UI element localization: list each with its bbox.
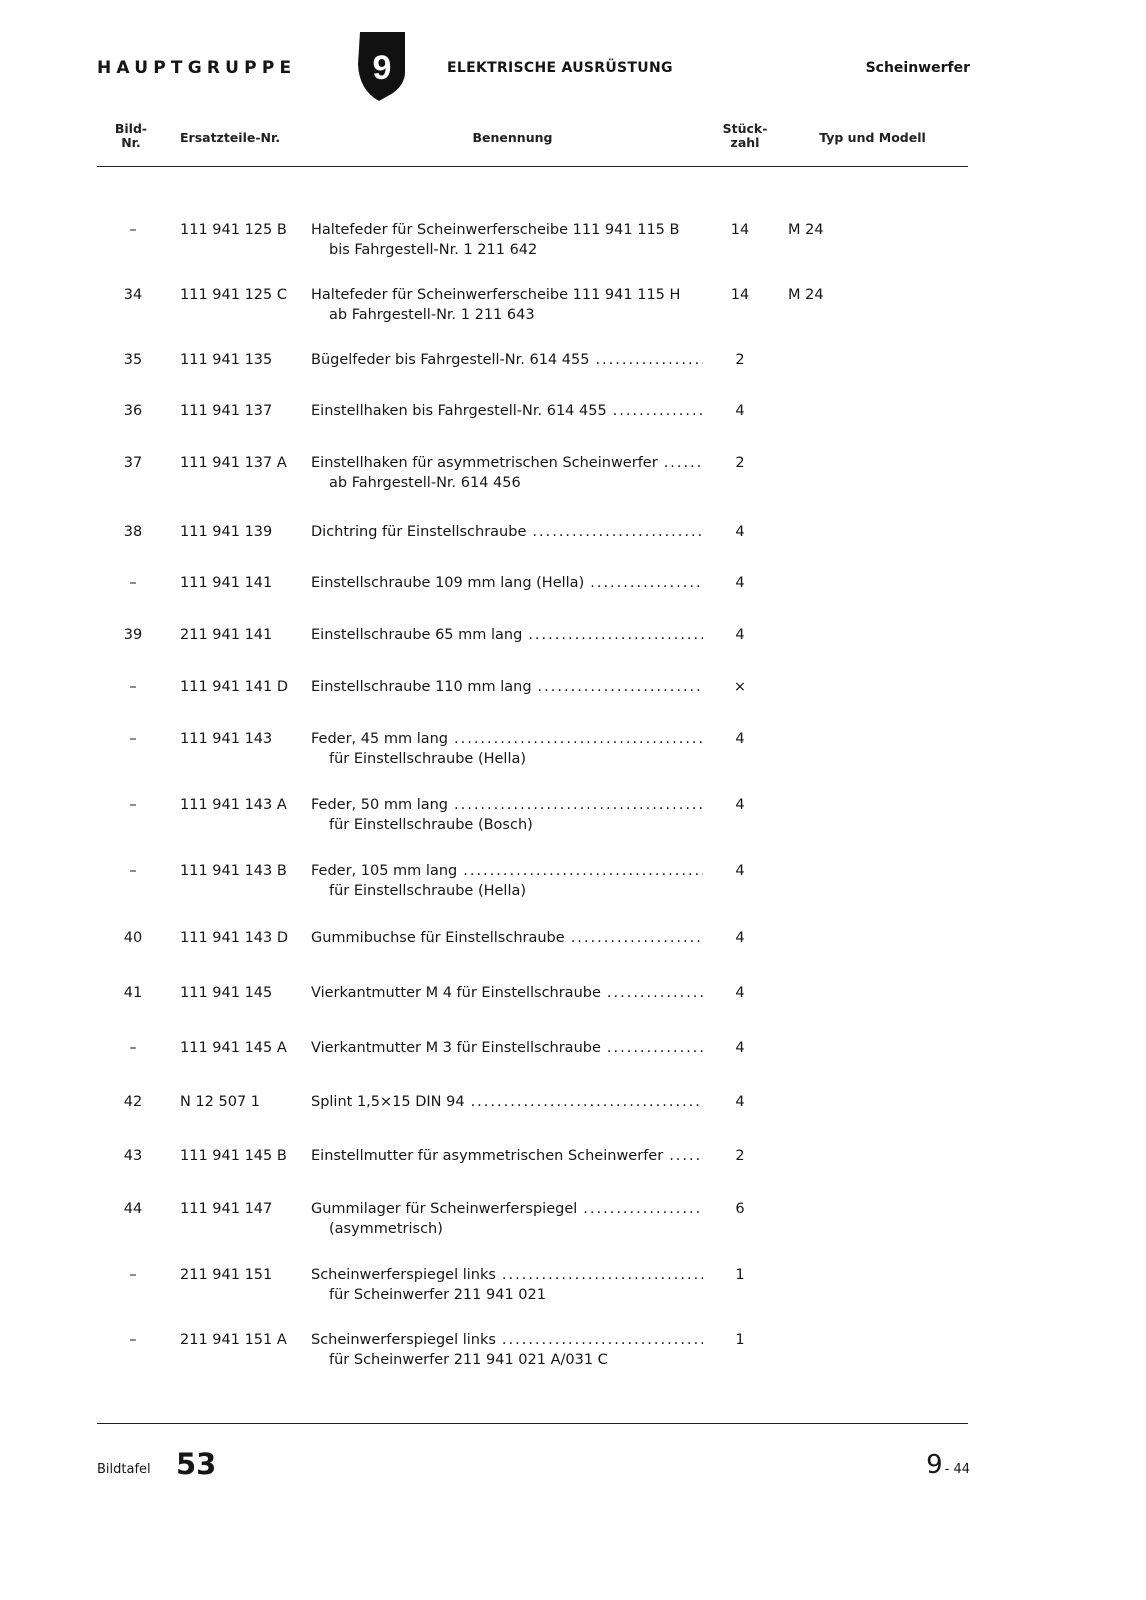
- description-line2: für Einstellschraube (Bosch): [329, 817, 533, 833]
- description: [311, 861, 703, 901]
- description: [311, 453, 703, 493]
- dot-leader: [538, 677, 703, 697]
- dot-leader: [607, 983, 703, 1003]
- quantity: 4: [735, 863, 745, 879]
- main-group-label: HAUPTGRUPPE: [97, 58, 297, 78]
- description: [311, 1330, 703, 1370]
- description: [311, 1038, 703, 1058]
- part-number: 211 941 151: [180, 1267, 273, 1283]
- model: M 24: [788, 222, 824, 238]
- quantity: 1: [735, 1267, 745, 1283]
- bild-number: 44: [123, 1201, 143, 1217]
- bild-number: –: [129, 863, 137, 879]
- part-number: 111 941 145: [180, 985, 273, 1001]
- part-number: 111 941 125 B: [180, 222, 287, 238]
- description: [311, 401, 703, 421]
- bildtafel-label: Bildtafel: [97, 1462, 151, 1477]
- column-header-bild-line1: Bild-: [114, 121, 148, 136]
- description-line2: für Einstellschraube (Hella): [329, 751, 527, 767]
- description-line1: [311, 795, 703, 815]
- bild-number: –: [129, 731, 137, 747]
- column-header-stueckzahl: [716, 122, 774, 150]
- model: M 24: [788, 287, 824, 303]
- section-title: ELEKTRISCHE AUSRÜSTUNG: [447, 60, 673, 76]
- description-line1: [311, 522, 703, 542]
- part-number: 111 941 137 A: [180, 455, 287, 471]
- part-number: 211 941 141: [180, 627, 273, 643]
- dot-leader: [669, 1146, 703, 1166]
- dot-leader: [454, 795, 703, 815]
- quantity: 2: [735, 455, 745, 471]
- description: [311, 983, 703, 1003]
- footer-divider: [97, 1423, 968, 1424]
- description-line1: [311, 573, 703, 593]
- description: [311, 573, 703, 593]
- description: [311, 677, 703, 697]
- part-number: 111 941 145 B: [180, 1148, 287, 1164]
- part-number: 111 941 145 A: [180, 1040, 287, 1056]
- description-line1: [311, 983, 703, 1003]
- quantity: 4: [735, 1094, 745, 1110]
- bild-number: –: [129, 575, 137, 591]
- description-text: Dichtring für Einstellschraube: [311, 524, 527, 540]
- dot-leader: [590, 573, 703, 593]
- description-text: Vierkantmutter M 4 für Einstellschraube: [311, 985, 601, 1001]
- description-line1: [311, 677, 703, 697]
- description: [311, 522, 703, 542]
- quantity: 4: [735, 797, 745, 813]
- description-text: Gummibuchse für Einstellschraube: [311, 930, 565, 946]
- header-divider: [97, 166, 968, 167]
- part-number: 111 941 143 A: [180, 797, 287, 813]
- dot-leader: [613, 401, 703, 421]
- bild-number: 35: [123, 352, 143, 368]
- bild-number: 34: [123, 287, 143, 303]
- page-number-sub: - 44: [944, 1462, 970, 1477]
- part-number: 111 941 147: [180, 1201, 273, 1217]
- quantity: 2: [735, 1148, 745, 1164]
- description-text: Scheinwerferspiegel links: [311, 1267, 496, 1283]
- description-line2: ab Fahrgestell-Nr. 614 456: [329, 475, 521, 491]
- description-line2: ab Fahrgestell-Nr. 1 211 643: [329, 307, 535, 323]
- part-number: N 12 507 1: [180, 1094, 261, 1110]
- dot-leader: [528, 625, 703, 645]
- part-number: 111 941 143: [180, 731, 273, 747]
- bild-number: 36: [123, 403, 143, 419]
- part-number: 111 941 137: [180, 403, 273, 419]
- description-line2: für Scheinwerfer 211 941 021 A/031 C: [329, 1352, 608, 1368]
- description-text: Feder, 45 mm lang: [311, 731, 448, 747]
- part-number: 111 941 141: [180, 575, 273, 591]
- description-line1: [311, 285, 703, 305]
- description-line1: [311, 453, 703, 473]
- description-line1: [311, 1092, 703, 1112]
- subsection-title: Scheinwerfer: [865, 60, 970, 76]
- quantity: 4: [735, 731, 745, 747]
- description-line1: [311, 220, 703, 240]
- quantity: 4: [735, 627, 745, 643]
- bild-number: 38: [123, 524, 143, 540]
- quantity: 4: [735, 930, 745, 946]
- bild-number: –: [129, 1267, 137, 1283]
- description-text: Haltefeder für Scheinwerferscheibe 111 941 115 B: [311, 222, 680, 238]
- description: [311, 1199, 703, 1239]
- part-number: 111 941 143 B: [180, 863, 287, 879]
- column-header-bild: [108, 122, 154, 150]
- quantity: 4: [735, 575, 745, 591]
- column-header-stueckzahl-line2: zahl: [730, 135, 760, 150]
- part-number: 211 941 151 A: [180, 1332, 287, 1348]
- bild-number: –: [129, 797, 137, 813]
- description-text: Einstellhaken für asymmetrischen Scheinwerfer: [311, 455, 658, 471]
- quantity: 4: [735, 524, 745, 540]
- description-text: Vierkantmutter M 3 für Einstellschraube: [311, 1040, 601, 1056]
- part-number: 111 941 135: [180, 352, 273, 368]
- part-number: 111 941 125 C: [180, 287, 287, 303]
- quantity: 14: [730, 222, 750, 238]
- bild-number: –: [129, 222, 137, 238]
- bild-number: 37: [123, 455, 143, 471]
- description: [311, 1092, 703, 1112]
- description: [311, 795, 703, 835]
- dot-leader: [454, 729, 703, 749]
- quantity: 6: [735, 1201, 745, 1217]
- dot-leader: [532, 522, 703, 542]
- bild-number: –: [129, 679, 137, 695]
- description-text: Einstellschraube 110 mm lang: [311, 679, 532, 695]
- description: [311, 220, 703, 260]
- description-text: Haltefeder für Scheinwerferscheibe 111 941 115 H: [311, 287, 681, 303]
- description-line2: für Scheinwerfer 211 941 021: [329, 1287, 546, 1303]
- description: [311, 1146, 703, 1166]
- bild-number: –: [129, 1040, 137, 1056]
- group-number-badge: [356, 30, 408, 102]
- description-line1: [311, 1146, 703, 1166]
- quantity: 4: [735, 985, 745, 1001]
- column-header-typ: Typ und Modell: [819, 130, 926, 145]
- bildtafel-number: 53: [176, 1447, 217, 1481]
- description-text: Einstellschraube 65 mm lang: [311, 627, 523, 643]
- description-text: Bügelfeder bis Fahrgestell-Nr. 614 455: [311, 352, 590, 368]
- quantity: 1: [735, 1332, 745, 1348]
- page-number-main: 9: [926, 1450, 943, 1480]
- dot-leader: [571, 928, 703, 948]
- part-number: 111 941 143 D: [180, 930, 289, 946]
- column-header-bild-line2: Nr.: [121, 135, 141, 150]
- bild-number: 41: [123, 985, 143, 1001]
- dot-leader: [583, 1199, 703, 1219]
- bild-number: 43: [123, 1148, 143, 1164]
- description-line1: [311, 401, 703, 421]
- description-text: Splint 1,5×15 DIN 94: [311, 1094, 465, 1110]
- column-header-stueckzahl-line1: Stück-: [722, 121, 768, 136]
- dot-leader: [471, 1092, 703, 1112]
- description-line1: [311, 1265, 703, 1285]
- description-line2: bis Fahrgestell-Nr. 1 211 642: [329, 242, 538, 258]
- group-number: 9: [372, 49, 392, 87]
- column-header-ersatzteil: Ersatzteile-Nr.: [180, 130, 281, 145]
- dot-leader: [607, 1038, 703, 1058]
- bild-number: 39: [123, 627, 143, 643]
- description-line1: [311, 928, 703, 948]
- description-line1: [311, 1199, 703, 1219]
- quantity: ×: [733, 679, 747, 695]
- description-text: Einstellschraube 109 mm lang (Hella): [311, 575, 585, 591]
- page-number: [900, 1450, 970, 1480]
- description-line1: [311, 729, 703, 749]
- description: [311, 729, 703, 769]
- dot-leader: [664, 453, 703, 473]
- part-number: 111 941 141 D: [180, 679, 289, 695]
- dot-leader: [463, 861, 703, 881]
- description-text: Einstellhaken bis Fahrgestell-Nr. 614 455: [311, 403, 607, 419]
- quantity: 4: [735, 403, 745, 419]
- part-number: 111 941 139: [180, 524, 273, 540]
- dot-leader: [502, 1330, 703, 1350]
- bild-number: –: [129, 1332, 137, 1348]
- description-text: Scheinwerferspiegel links: [311, 1332, 496, 1348]
- column-header-benennung: Benennung: [472, 130, 553, 145]
- description-line1: [311, 1038, 703, 1058]
- description: [311, 350, 703, 370]
- description-line2: (asymmetrisch): [329, 1221, 443, 1237]
- description-text: Einstellmutter für asymmetrischen Scheinwerfer: [311, 1148, 664, 1164]
- description-line1: [311, 861, 703, 881]
- description-line2: für Einstellschraube (Hella): [329, 883, 527, 899]
- description: [311, 1265, 703, 1305]
- description: [311, 625, 703, 645]
- description-text: Feder, 105 mm lang: [311, 863, 458, 879]
- dot-leader: [502, 1265, 703, 1285]
- description-text: Gummilager für Scheinwerferspiegel: [311, 1201, 578, 1217]
- bild-number: 40: [123, 930, 143, 946]
- dot-leader: [595, 350, 703, 370]
- quantity: 14: [730, 287, 750, 303]
- description-line1: [311, 1330, 703, 1350]
- description-line1: [311, 625, 703, 645]
- description: [311, 928, 703, 948]
- quantity: 4: [735, 1040, 745, 1056]
- description: [311, 285, 703, 325]
- quantity: 2: [735, 352, 745, 368]
- description-text: Feder, 50 mm lang: [311, 797, 448, 813]
- bild-number: 42: [123, 1094, 143, 1110]
- description-line1: [311, 350, 703, 370]
